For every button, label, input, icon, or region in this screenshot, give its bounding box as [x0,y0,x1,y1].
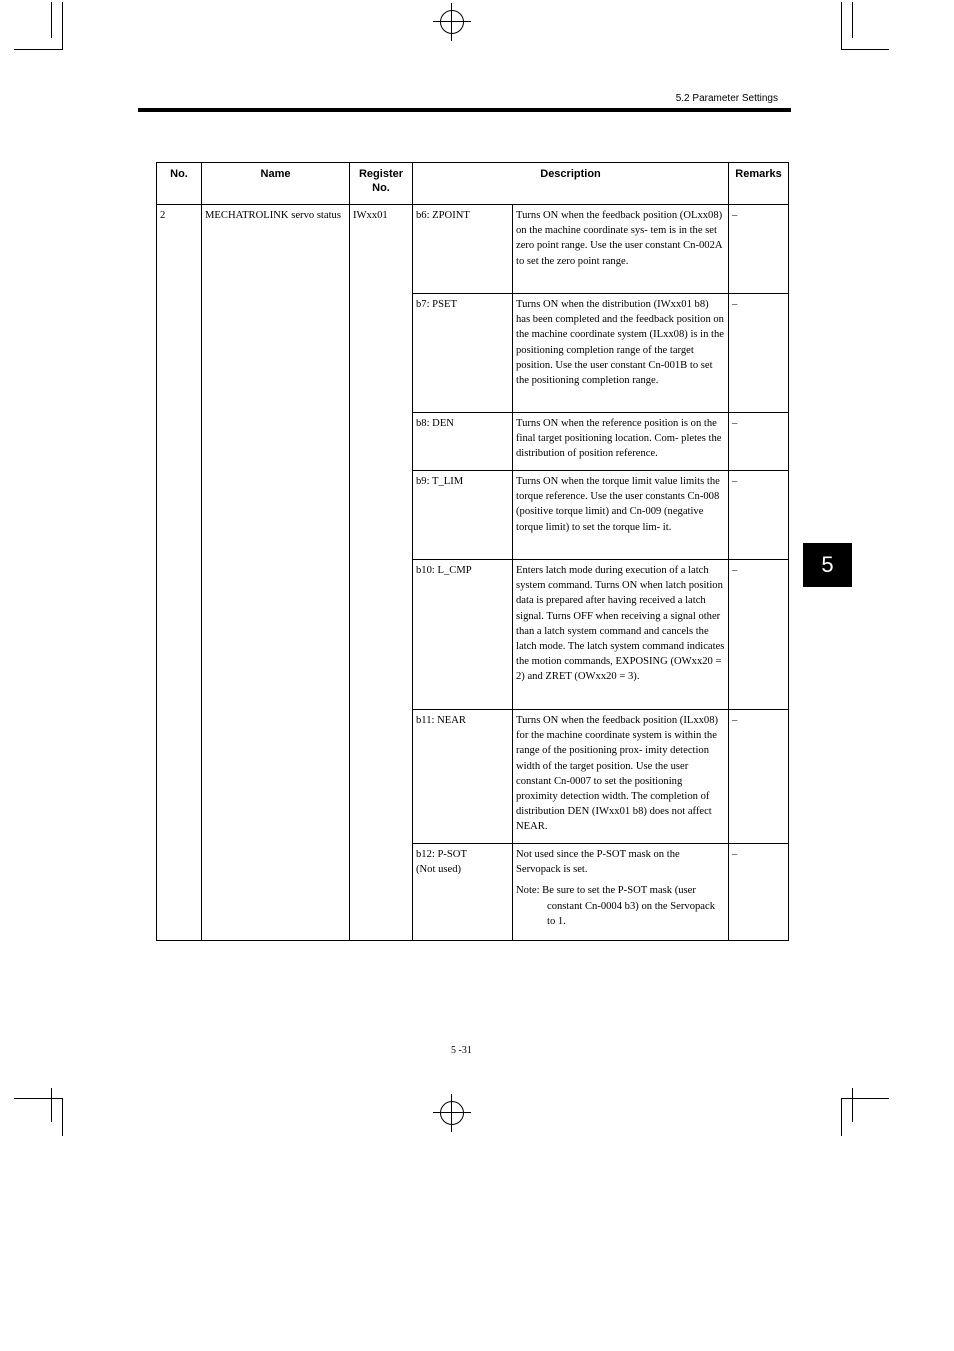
crop-mark [62,1098,63,1136]
bit-label: b11: NEAR [413,710,513,844]
bit-remarks: – [729,560,789,710]
bit-description: Turns ON when the distribution (IWxx01 b8) has been completed and the feedback position on the machine coordinate system (ILxx08) is in the positioning completion range of the target position. Use the user constant Cn-001B to set the positioning completion range. [513,294,729,413]
header-remarks: Remarks [729,163,789,205]
crop-mark [841,1098,889,1099]
bit-label: b10: L_CMP [413,560,513,710]
bit-description: Turns ON when the feedback position (ILxx08) for the machine coordinate system is within the range of the positioning prox- imity detection width of the target position. Use the user constant Cn-0007 to set the positioning proximity detection width. The completion of distribution DEN (IWxx01 b8) does not affect NEAR. [513,710,729,844]
bit-remarks: – [729,294,789,413]
table-header-row [157,163,789,205]
bit-description: Turns ON when the feedback position (OLxx08) on the machine coordinate sys- tem is in the set zero point range. Use the user constant Cn-002A to set the zero point range. [513,205,729,294]
table-row [157,205,789,294]
bit-label: b7: PSET [413,294,513,413]
header-no: No. [157,163,202,205]
registration-mark [433,1112,471,1113]
crop-mark [14,49,62,50]
bit-note: Note: Be sure to set the P-SOT mask (user constant Cn-0004 b3) on the Servopack to 1. [516,885,715,927]
crop-mark [62,2,63,50]
bit-description: Enters latch mode during execution of a latch system command. Turns ON when latch position data is prepared after having received a latch signal. Turns OFF when receiving a signal other than a latch system command and cancels the latch mode. The latch system command indicates the motion commands, EXPOSING (OWxx20 = 2) and ZRET (OWxx20 = 3). [513,560,729,710]
parameter-table [156,162,789,941]
chapter-tab: 5 [803,543,852,587]
row-register: IWxx01 [350,205,413,941]
registration-mark [451,3,452,41]
bit-label: b9: T_LIM [413,471,513,560]
registration-mark [440,10,464,34]
registration-mark [451,1094,452,1132]
bit-description: Turns ON when the torque limit value limits the torque reference. Use the user constants Cn-008 (positive torque limit) and Cn-009 (negative torque limit) to set the torque lim- it. [513,471,729,560]
crop-mark [841,2,842,50]
crop-mark [51,1088,52,1122]
crop-mark [51,2,52,38]
section-header: 5.2 Parameter Settings [675,93,778,104]
bit-remarks: – [729,413,789,471]
crop-mark [841,1098,842,1136]
bit-remarks: – [729,205,789,294]
crop-mark [852,1088,853,1122]
bit-label: b8: DEN [413,413,513,471]
bit-label: b6: ZPOINT [413,205,513,294]
row-no: 2 [157,205,202,941]
bit-remarks: – [729,471,789,560]
bit-description: Turns ON when the reference position is on the final target positioning location. Com- pletes the distribution of position reference. [513,413,729,471]
header-rule [138,108,791,112]
registration-mark [440,1101,464,1125]
bit-description: Not used since the P-SOT mask on the Servopack is set. [516,849,680,876]
crop-mark [841,49,889,50]
header-description: Description [413,163,729,205]
row-name: MECHATROLINK servo status [202,205,350,941]
bit-remarks: – [729,710,789,844]
bit-description-cell [513,844,729,941]
bit-remarks: – [729,844,789,941]
bit-label: b12: P-SOT (Not used) [413,844,513,941]
crop-mark [14,1098,62,1099]
crop-mark [852,2,853,38]
page-number: 5 -31 [451,1045,472,1056]
header-register: Register No. [350,163,413,205]
header-name: Name [202,163,350,205]
registration-mark [433,21,471,22]
